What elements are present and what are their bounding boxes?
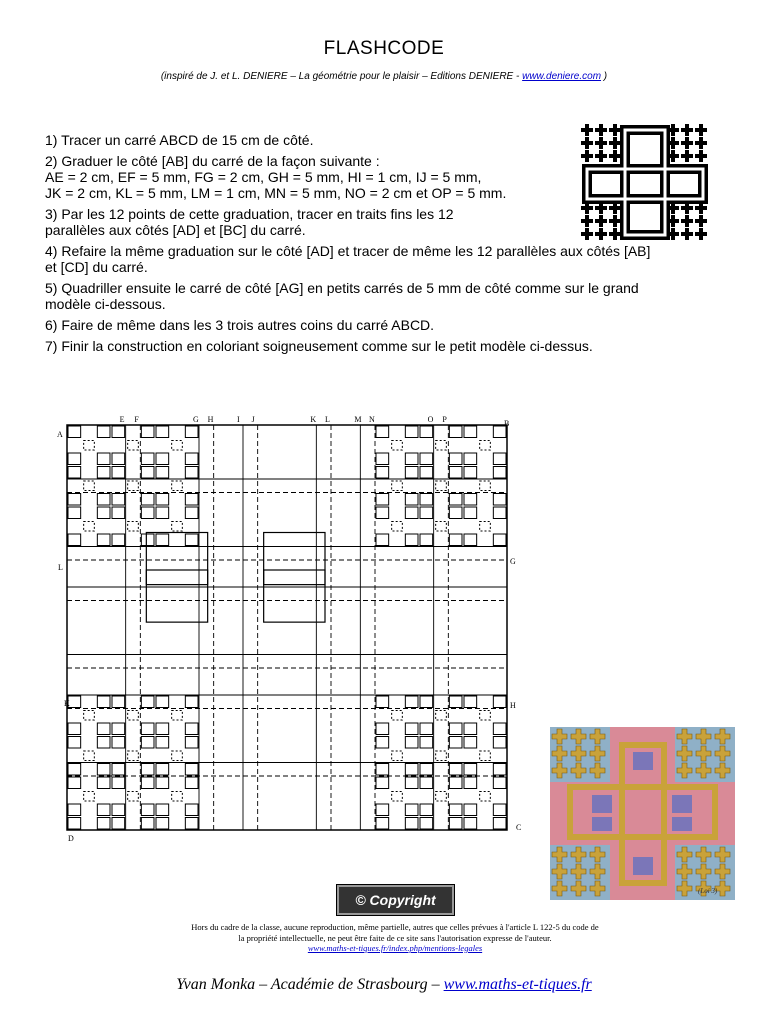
grid-cell bbox=[156, 534, 169, 546]
grid-cell bbox=[68, 818, 81, 830]
grid-cell bbox=[405, 764, 418, 776]
grid-cell bbox=[141, 494, 154, 506]
grid-cell bbox=[68, 453, 81, 465]
grid-cell bbox=[420, 507, 433, 519]
grid-cell bbox=[185, 467, 198, 479]
grid-cell bbox=[97, 777, 110, 789]
grid-cell bbox=[141, 696, 154, 708]
grid-cell bbox=[172, 522, 183, 532]
grid-cell bbox=[112, 804, 125, 816]
grid-cell bbox=[464, 494, 477, 506]
left-label-k: K bbox=[64, 699, 70, 708]
grid-cell bbox=[449, 534, 462, 546]
grid-cell bbox=[185, 696, 198, 708]
footer-author: Yvan Monka – Académie de Strasbourg – bbox=[176, 976, 444, 993]
logo-cross bbox=[695, 215, 707, 227]
grid-cell bbox=[156, 696, 169, 708]
top-label-g: G bbox=[193, 415, 199, 424]
grid-cell bbox=[141, 453, 154, 465]
grid-cell bbox=[68, 467, 81, 479]
flashcode-logo bbox=[579, 122, 711, 243]
grid-cell bbox=[405, 777, 418, 789]
grid-cell bbox=[449, 723, 462, 735]
grid-cell bbox=[449, 777, 462, 789]
grid-cell bbox=[376, 467, 389, 479]
step-7: 7) Finir la construction en coloriant soigneusement comme sur le petit modèle ci-dessus. bbox=[45, 338, 593, 354]
grid-cell bbox=[185, 723, 198, 735]
grid-cell bbox=[141, 467, 154, 479]
grid-cell bbox=[420, 737, 433, 749]
step-4-line-2: et [CD] du carré. bbox=[45, 259, 148, 275]
grid-cell bbox=[464, 534, 477, 546]
grid-cell bbox=[97, 467, 110, 479]
grid-cell bbox=[376, 696, 389, 708]
logo-cross bbox=[695, 137, 707, 149]
grid-cell bbox=[172, 481, 183, 491]
grid-cell bbox=[112, 737, 125, 749]
grid-cell bbox=[376, 723, 389, 735]
grid-cell bbox=[97, 696, 110, 708]
grid-cell bbox=[68, 804, 81, 816]
grid-cell bbox=[185, 804, 198, 816]
grid-cell bbox=[464, 804, 477, 816]
grid-cell bbox=[420, 723, 433, 735]
grid-cell bbox=[420, 534, 433, 546]
grid-cell bbox=[464, 467, 477, 479]
footer-link[interactable]: www.maths-et-tiques.fr bbox=[443, 976, 592, 993]
grid-cell bbox=[97, 804, 110, 816]
grid-cell bbox=[392, 441, 403, 451]
grid-cell bbox=[68, 494, 81, 506]
grid-cell bbox=[405, 737, 418, 749]
grid-cell bbox=[420, 764, 433, 776]
grid-cell bbox=[405, 507, 418, 519]
grid-cell bbox=[493, 777, 506, 789]
grid-cell bbox=[112, 764, 125, 776]
grid-cell bbox=[449, 507, 462, 519]
grid-cell bbox=[464, 426, 477, 438]
logo-cross bbox=[595, 150, 607, 162]
step-3-line-1: 3) Par les 12 points de cette graduation, tracer en traits fins les 12 bbox=[45, 206, 454, 222]
grid-cell bbox=[464, 507, 477, 519]
grid-cell bbox=[172, 792, 183, 802]
top-label-h: H bbox=[207, 415, 214, 424]
grid-cell bbox=[141, 764, 154, 776]
corner-label-a: A bbox=[57, 430, 63, 439]
grid-cell bbox=[464, 777, 477, 789]
grid-cell bbox=[128, 751, 139, 761]
grid-cell bbox=[376, 818, 389, 830]
grid-cell bbox=[392, 481, 403, 491]
grid-cell bbox=[172, 751, 183, 761]
grid-cell bbox=[420, 818, 433, 830]
grid-cell bbox=[376, 534, 389, 546]
logo-cross bbox=[695, 228, 707, 240]
grid-cell bbox=[480, 522, 491, 532]
logo-cross bbox=[609, 228, 621, 240]
grid-cell bbox=[172, 711, 183, 721]
grid-cell bbox=[493, 723, 506, 735]
grid-cell bbox=[97, 764, 110, 776]
logo-cross bbox=[681, 150, 693, 162]
grid-cell bbox=[97, 723, 110, 735]
top-label-j: J bbox=[251, 415, 255, 424]
grid-cell bbox=[493, 804, 506, 816]
grid-cell bbox=[112, 494, 125, 506]
grid-cell bbox=[464, 696, 477, 708]
top-label-l: L bbox=[325, 415, 330, 424]
page-footer bbox=[0, 976, 768, 994]
grid-cell bbox=[112, 453, 125, 465]
grid-cell bbox=[493, 818, 506, 830]
grid-cell bbox=[185, 453, 198, 465]
grid-cell bbox=[156, 453, 169, 465]
left-label-l: L bbox=[58, 563, 63, 572]
grid-cell bbox=[156, 804, 169, 816]
grid-cell bbox=[84, 792, 95, 802]
legal-notice bbox=[150, 922, 640, 954]
grid-cell bbox=[449, 426, 462, 438]
grid-cell bbox=[141, 426, 154, 438]
instructions bbox=[45, 132, 651, 359]
logo-cross bbox=[681, 228, 693, 240]
grid-cell bbox=[392, 711, 403, 721]
grid-cell bbox=[436, 481, 447, 491]
grid-cell bbox=[185, 737, 198, 749]
logo-cross bbox=[595, 215, 607, 227]
grid-cell bbox=[97, 737, 110, 749]
grid-cell bbox=[68, 723, 81, 735]
logo-cross bbox=[609, 137, 621, 149]
logo-cross bbox=[581, 150, 593, 162]
corner-label-d: D bbox=[68, 834, 74, 843]
inner-square bbox=[146, 570, 207, 622]
logo-cross bbox=[609, 124, 621, 136]
grid-cell bbox=[464, 737, 477, 749]
grid-cell bbox=[480, 751, 491, 761]
grid-cell bbox=[420, 453, 433, 465]
source-credit bbox=[0, 71, 768, 82]
step-3-line-2: parallèles aux côtés [AD] et [BC] du carré. bbox=[45, 222, 306, 238]
grid-cell bbox=[405, 453, 418, 465]
step-4 bbox=[45, 243, 725, 275]
grid-cell bbox=[68, 764, 81, 776]
grid-cell bbox=[420, 777, 433, 789]
grid-cell bbox=[68, 507, 81, 519]
top-label-k: K bbox=[310, 415, 317, 424]
grid-cell bbox=[405, 534, 418, 546]
grid-cell bbox=[141, 534, 154, 546]
grid-cell bbox=[112, 696, 125, 708]
grid-cell bbox=[493, 764, 506, 776]
grid-cell bbox=[97, 818, 110, 830]
grid-cell bbox=[464, 723, 477, 735]
grid-cell bbox=[376, 453, 389, 465]
square-abcd-outline bbox=[67, 425, 507, 830]
step-2-line-2: AE = 2 cm, EF = 5 mm, FG = 2 cm, GH = 5 mm, HI = 1 cm, IJ = 5 mm, bbox=[45, 169, 482, 185]
grid-cell bbox=[84, 522, 95, 532]
step-2-line-3: JK = 2 cm, KL = 5 mm, LM = 1 cm, MN = 5 mm, NO = 2 cm et OP = 5 mm. bbox=[45, 185, 507, 201]
grid-cell bbox=[68, 737, 81, 749]
grid-cell bbox=[156, 426, 169, 438]
grid-cell bbox=[405, 804, 418, 816]
grid-cell bbox=[376, 507, 389, 519]
grid-cell bbox=[449, 764, 462, 776]
grid-cell bbox=[141, 804, 154, 816]
step-3 bbox=[45, 206, 565, 238]
grid-cell bbox=[112, 534, 125, 546]
top-label-p: P bbox=[442, 415, 447, 424]
grid-cell bbox=[376, 777, 389, 789]
grid-cell bbox=[156, 737, 169, 749]
grid-cell bbox=[97, 494, 110, 506]
grid-cell bbox=[185, 426, 198, 438]
grid-cell bbox=[480, 441, 491, 451]
grid-cell bbox=[392, 792, 403, 802]
grid-cell bbox=[493, 507, 506, 519]
grid-cell bbox=[68, 534, 81, 546]
grid-cell bbox=[156, 723, 169, 735]
logo-cross bbox=[581, 228, 593, 240]
grid-cell bbox=[97, 426, 110, 438]
step-5-line-1: 5) Quadriller ensuite le carré de côté [AG] en petits carrés de 5 mm de côté comme sur le grand bbox=[45, 280, 639, 296]
grid-cell bbox=[112, 818, 125, 830]
legal-link[interactable]: www.maths-et-tiques.fr/index.php/mentions-legales bbox=[307, 943, 483, 953]
grid-cell bbox=[493, 534, 506, 546]
colored-model-photo bbox=[550, 727, 735, 900]
grid-cell bbox=[185, 507, 198, 519]
grid-cell bbox=[392, 522, 403, 532]
step-2-line-1: 2) Graduer le côté [AB] du carré de la façon suivante : bbox=[45, 153, 380, 169]
grid-cell bbox=[376, 737, 389, 749]
logo-cross bbox=[681, 137, 693, 149]
grid-cell bbox=[420, 467, 433, 479]
grid-cell bbox=[156, 494, 169, 506]
logo-cross bbox=[609, 150, 621, 162]
logo-cross bbox=[695, 124, 707, 136]
grid-cell bbox=[156, 818, 169, 830]
grid-cell bbox=[464, 764, 477, 776]
inner-square bbox=[264, 533, 325, 585]
logo-cross bbox=[681, 124, 693, 136]
grid-cell bbox=[376, 764, 389, 776]
grid-cell bbox=[84, 441, 95, 451]
logo-cross bbox=[595, 228, 607, 240]
right-label-h: H bbox=[510, 701, 516, 710]
logo-cross bbox=[695, 150, 707, 162]
grid-cell bbox=[185, 494, 198, 506]
credit-text: (inspiré de J. et L. DENIERE – La géométrie pour le plaisir – Editions DENIERE - bbox=[160, 71, 523, 82]
grid-cell bbox=[185, 534, 198, 546]
step-5 bbox=[45, 280, 725, 312]
grid-cell bbox=[376, 804, 389, 816]
grid-cell bbox=[420, 696, 433, 708]
grid-cell bbox=[68, 777, 81, 789]
logo-cross bbox=[681, 215, 693, 227]
grid-cell bbox=[436, 711, 447, 721]
grid-cell bbox=[405, 426, 418, 438]
grid-cell bbox=[112, 467, 125, 479]
grid-cell bbox=[493, 696, 506, 708]
grid-cell bbox=[128, 441, 139, 451]
top-label-m: M bbox=[354, 415, 362, 424]
grid-cell bbox=[493, 494, 506, 506]
svg-text:(Loi 3): (Loi 3) bbox=[698, 887, 718, 895]
step-2 bbox=[45, 153, 565, 201]
grid-cell bbox=[449, 804, 462, 816]
logo-cross bbox=[581, 124, 593, 136]
top-label-e: E bbox=[119, 415, 125, 424]
grid-cell bbox=[480, 711, 491, 721]
top-label-i: I bbox=[237, 415, 240, 424]
grid-cell bbox=[112, 777, 125, 789]
top-label-o: O bbox=[427, 415, 434, 424]
grid-cell bbox=[436, 751, 447, 761]
step-4-line-1: 4) Refaire la même graduation sur le côté [AD] et tracer de même les 12 parallèles aux côtés [AB] bbox=[45, 243, 651, 259]
grid-cell bbox=[449, 494, 462, 506]
grid-cell bbox=[420, 426, 433, 438]
grid-cell bbox=[112, 426, 125, 438]
grid-cell bbox=[493, 737, 506, 749]
grid-cell bbox=[156, 507, 169, 519]
logo-cross bbox=[581, 137, 593, 149]
grid-cell bbox=[112, 507, 125, 519]
grid-cell bbox=[128, 522, 139, 532]
grid-cell bbox=[84, 481, 95, 491]
grid-cell bbox=[449, 696, 462, 708]
grid-cell bbox=[97, 534, 110, 546]
grid-cell bbox=[493, 467, 506, 479]
grid-cell bbox=[464, 453, 477, 465]
inner-square bbox=[264, 570, 325, 622]
grid-cell bbox=[436, 441, 447, 451]
grid-cell bbox=[392, 751, 403, 761]
grid-cell bbox=[141, 777, 154, 789]
grid-cell bbox=[97, 507, 110, 519]
grid-cell bbox=[156, 777, 169, 789]
corner-label-b: B bbox=[504, 419, 510, 428]
grid-cell bbox=[68, 426, 81, 438]
grid-cell bbox=[420, 494, 433, 506]
grid-cell bbox=[97, 453, 110, 465]
right-label-g: G bbox=[510, 557, 516, 566]
corner-label-c: C bbox=[516, 823, 522, 832]
grid-cell bbox=[128, 792, 139, 802]
grid-cell bbox=[156, 764, 169, 776]
grid-cell bbox=[405, 818, 418, 830]
grid-cell bbox=[141, 818, 154, 830]
copyright-button[interactable]: © Copyright bbox=[336, 884, 455, 916]
grid-cell bbox=[112, 723, 125, 735]
grid-cell bbox=[128, 711, 139, 721]
grid-cell bbox=[449, 467, 462, 479]
grid-cell bbox=[480, 792, 491, 802]
grid-cell bbox=[405, 723, 418, 735]
grid-cell bbox=[480, 481, 491, 491]
grid-cell bbox=[436, 522, 447, 532]
grid-cell bbox=[84, 711, 95, 721]
grid-cell bbox=[449, 737, 462, 749]
grid-cell bbox=[84, 751, 95, 761]
grid-cell bbox=[420, 804, 433, 816]
grid-cell bbox=[185, 818, 198, 830]
grid-cell bbox=[436, 792, 447, 802]
construction-diagram bbox=[52, 410, 532, 850]
grid-cell bbox=[449, 453, 462, 465]
grid-cell bbox=[141, 723, 154, 735]
logo-cross bbox=[595, 124, 607, 136]
top-label-f: F bbox=[134, 415, 139, 424]
grid-cell bbox=[405, 494, 418, 506]
grid-cell bbox=[128, 481, 139, 491]
page-title: FLASHCODE bbox=[323, 38, 445, 59]
top-label-n: N bbox=[369, 415, 375, 424]
grid-cell bbox=[493, 453, 506, 465]
grid-cell bbox=[405, 696, 418, 708]
grid-cell bbox=[376, 494, 389, 506]
step-1: 1) Tracer un carré ABCD de 15 cm de côté. bbox=[45, 132, 314, 148]
grid-cell bbox=[449, 818, 462, 830]
logo-cross bbox=[595, 137, 607, 149]
grid-cell bbox=[68, 696, 81, 708]
notice-line-1: Hors du cadre de la classe, aucune reproduction, même partielle, autres que celles prévues à l'article L 122-5 du code de bbox=[191, 922, 599, 932]
step-6: 6) Faire de même dans les 3 trois autres coins du carré ABCD. bbox=[45, 317, 435, 333]
deniere-link[interactable]: www.deniere.com bbox=[522, 71, 602, 82]
grid-cell bbox=[405, 467, 418, 479]
grid-cell bbox=[464, 818, 477, 830]
grid-cell bbox=[185, 777, 198, 789]
grid-cell bbox=[141, 737, 154, 749]
grid-cell bbox=[141, 507, 154, 519]
grid-cell bbox=[185, 764, 198, 776]
notice-line-2: la propriété intellectuelle, ne peut être faite de ce site sans l'autorisation expresse de l'auteur. bbox=[238, 932, 552, 943]
logo-cross bbox=[581, 215, 593, 227]
step-5-line-2: modèle ci-dessous. bbox=[45, 296, 166, 312]
grid-cell bbox=[156, 467, 169, 479]
grid-cell bbox=[172, 441, 183, 451]
credit-end: ) bbox=[601, 71, 608, 82]
logo-cross bbox=[609, 215, 621, 227]
grid-cell bbox=[376, 426, 389, 438]
